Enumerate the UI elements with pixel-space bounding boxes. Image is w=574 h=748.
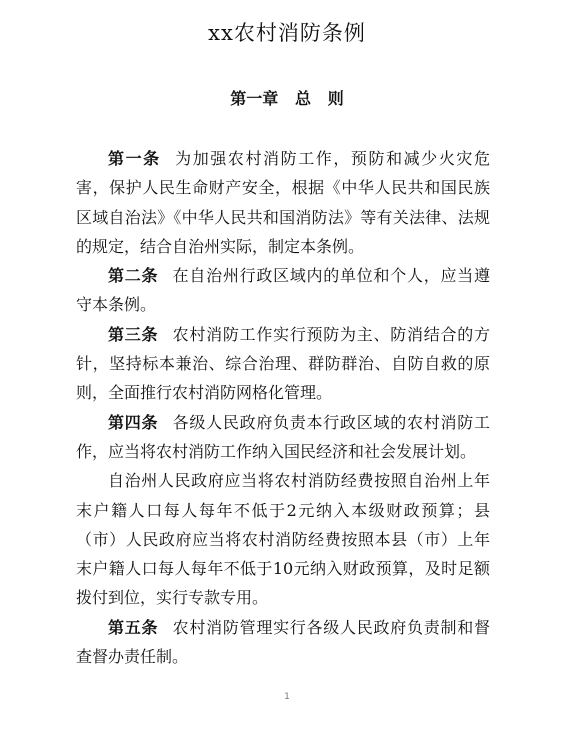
article-2-text: 在自治州行政区域内的单位和个人，应当遵守本条例。: [76, 266, 490, 315]
document-title: xx农村消防条例: [208, 21, 366, 45]
article-3-text: 农村消防工作实行预防为主、防消结合的方针，坚持标本兼治、综合治理、群防群治、自防自救的原则，全面推行农村消防网格化管理。: [76, 324, 490, 403]
document-body: [76, 144, 490, 671]
article-2: [76, 261, 490, 320]
article-1: [76, 144, 490, 261]
article-5-text: 农村消防管理实行各级人民政府负责制和督查督办责任制。: [76, 617, 490, 667]
article-4: [76, 408, 490, 467]
article-4-paragraph-2: [76, 466, 490, 612]
article-1-label: 第一条: [108, 149, 161, 168]
article-4-label: 第四条: [108, 412, 159, 432]
chapter-heading: 第一章 总 则: [230, 89, 344, 108]
article-5: [76, 613, 490, 672]
article-5-label: 第五条: [108, 617, 159, 637]
article-4-text: 各级人民政府负责本行政区域的农村消防工作，应当将农村消防工作纳入国民经济和社会发展计划。: [76, 412, 490, 461]
article-1-text: 为加强农村消防工作，预防和减少火灾危害，保护人民生命财产安全，根据《中华人民共和国民族区域自治法》《中华人民共和国消防法》等有关法律、法规的规定，结合自治州实际，制定本条例。: [76, 149, 490, 256]
page-number: 1: [284, 692, 290, 702]
article-4-paragraph-2-text: 自治州人民政府应当将农村消防经费按照自治州上年末户籍人口每人每年不低于2元纳入本级财政预算；县（市）人民政府应当将农村消防经费按照本县（市）上年末户籍人口每人每年不低于10元纳入财政预算，及时足额拨付到位，实行专款专用。: [76, 471, 490, 608]
article-3-label: 第三条: [108, 324, 159, 344]
article-3: [76, 320, 490, 408]
article-2-label: 第二条: [108, 266, 159, 286]
